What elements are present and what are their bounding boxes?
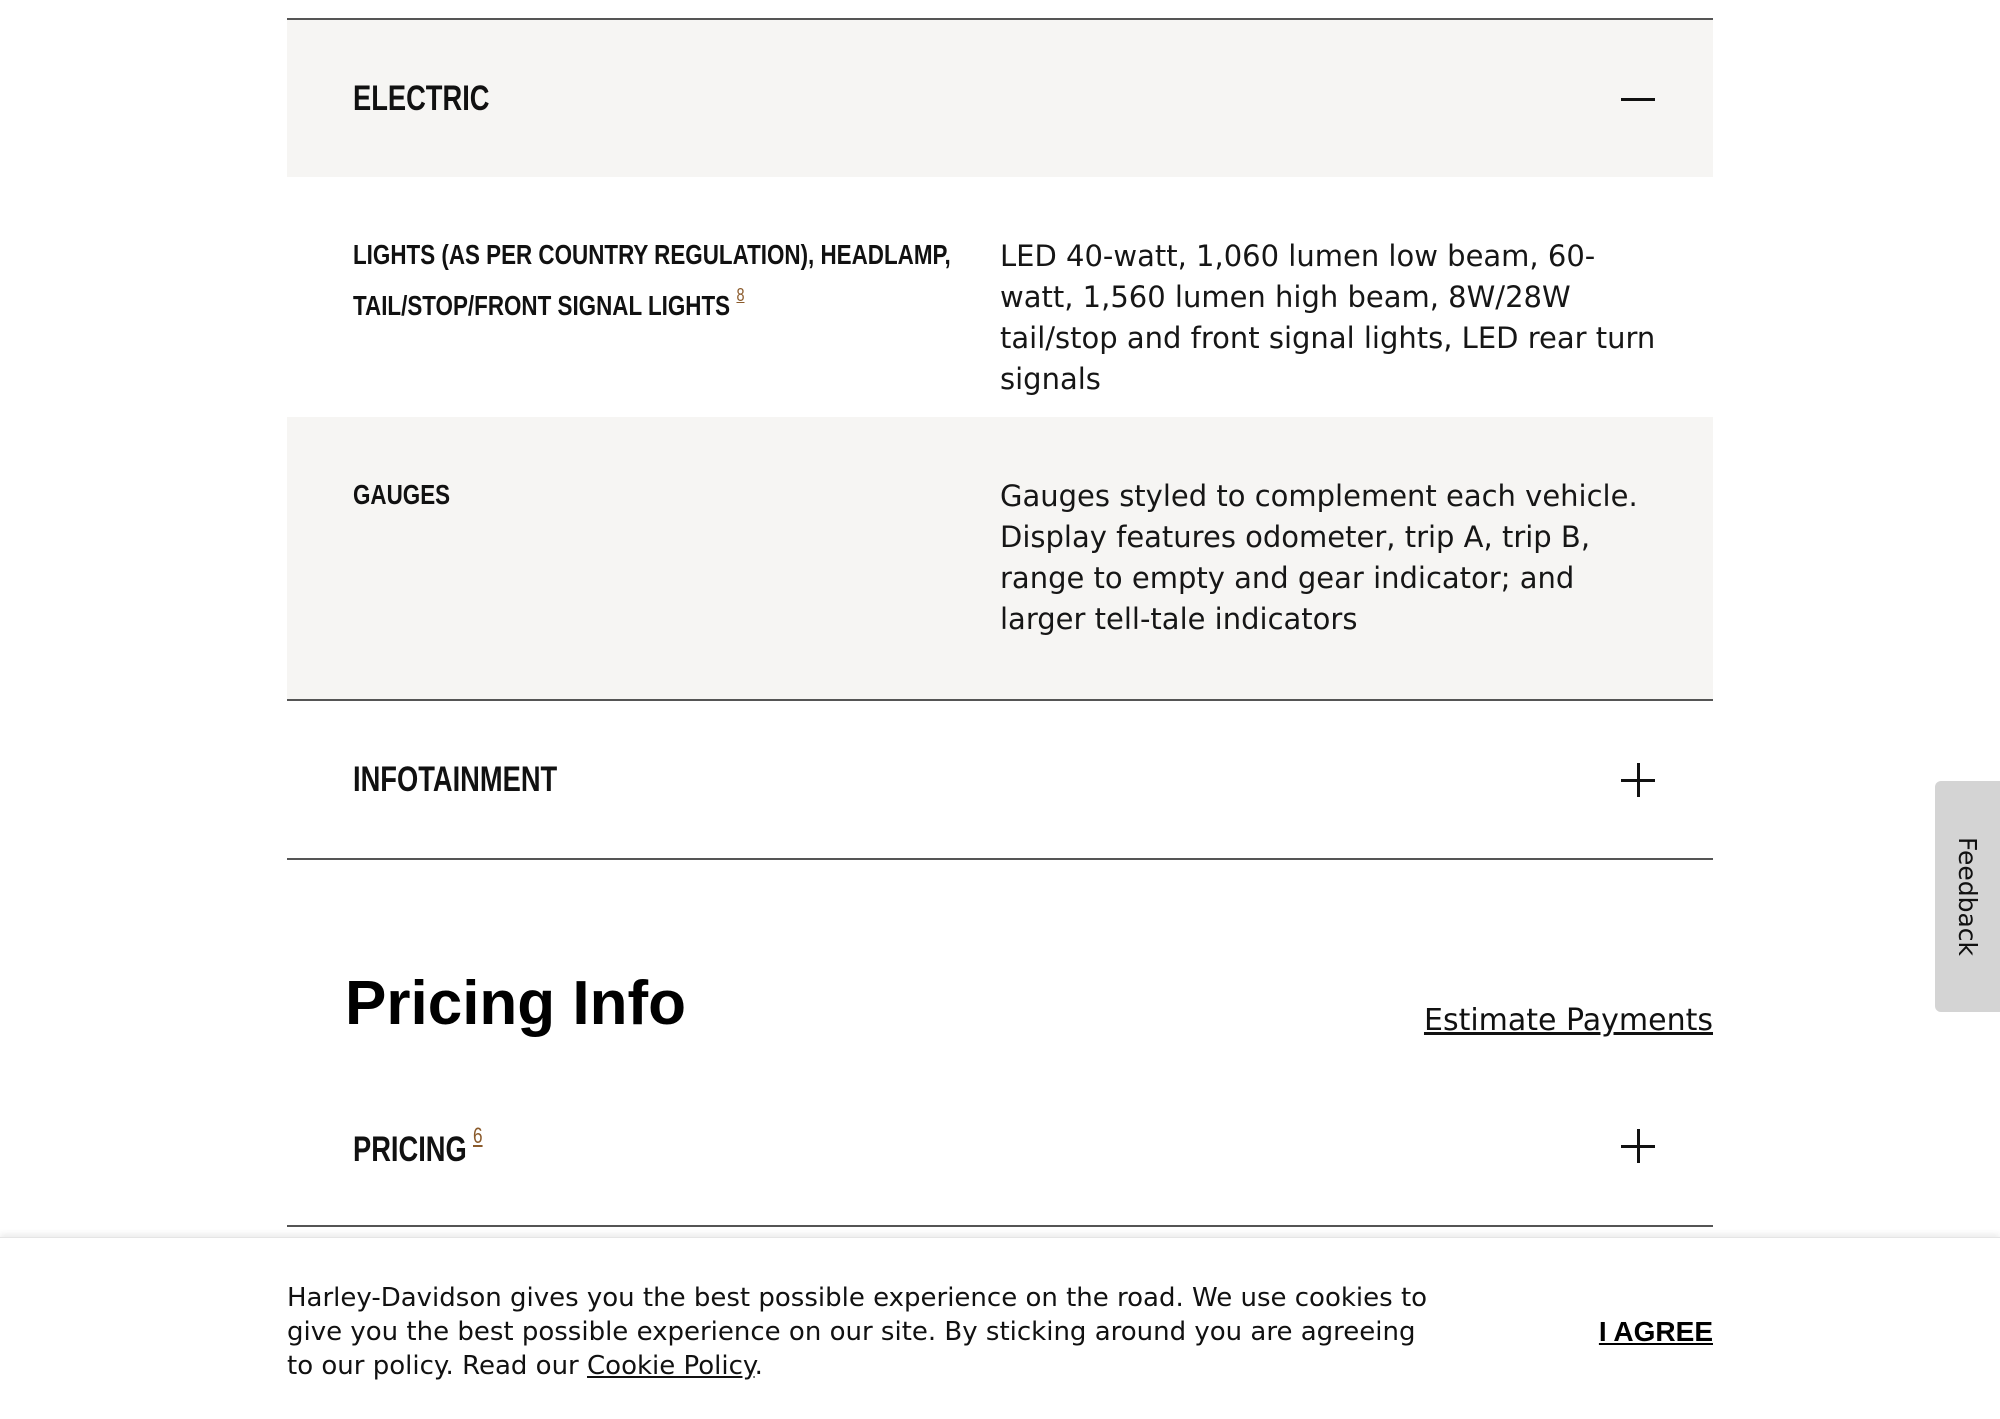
spec-label [353, 234, 961, 326]
accordion-title-pricing [353, 1123, 1342, 1170]
spec-label-text: LIGHTS (AS PER COUNTRY REGULATION), HEADLAMP, TAIL/STOP/FRONT SIGNAL LIGHTS [353, 239, 951, 321]
agree-button[interactable]: I AGREE [1598, 1316, 1713, 1347]
page-section-heading: Pricing Info [345, 969, 686, 1038]
divider [287, 858, 1713, 860]
cookie-message: Harley-Davidson gives you the best possible experience on the road. We use cookies to give you the best possible experience on our site. By sticking around you are agreeing to our policy. Read our [287, 1283, 1428, 1381]
minus-icon[interactable] [1621, 82, 1655, 116]
cookie-trailing: . [754, 1351, 763, 1381]
feedback-label: Feedback [1953, 836, 1982, 957]
footnote-link[interactable]: 6 [473, 1122, 483, 1148]
spec-value: Gauges styled to complement each vehicle. Display features odometer, trip A, trip B, range to empty and gear indicator; and larger tell-tale indicators [1000, 479, 1638, 636]
accordion-title-electric: ELECTRIC [353, 78, 490, 118]
spec-label: GAUGES [353, 479, 451, 510]
plus-icon[interactable] [1621, 763, 1655, 797]
cookie-banner [0, 1237, 2000, 1419]
cookie-banner-text [287, 1281, 1447, 1383]
accordion-header-infotainment[interactable] [287, 701, 1713, 858]
footnote-link[interactable]: 8 [736, 285, 745, 305]
spec-value: LED 40-watt, 1,060 lumen low beam, 60-watt, 1,560 lumen high beam, 8W/28W tail/stop and front signal lights, LED rear turn signals [1000, 239, 1656, 396]
accordion-header-electric[interactable] [287, 20, 1713, 177]
spec-row-lights [287, 177, 1713, 417]
spec-row-gauges [287, 417, 1713, 699]
divider [287, 1225, 1713, 1227]
estimate-payments-link[interactable]: Estimate Payments [1423, 1003, 1713, 1038]
accordion-title-infotainment: INFOTAINMENT [353, 759, 558, 799]
plus-icon[interactable] [1621, 1129, 1655, 1163]
feedback-tab[interactable] [1935, 781, 2000, 1012]
cookie-policy-link[interactable]: Cookie Policy [587, 1351, 755, 1381]
accordion-title-pricing-text: PRICING [353, 1129, 467, 1169]
accordion-header-pricing[interactable] [287, 1068, 1713, 1224]
